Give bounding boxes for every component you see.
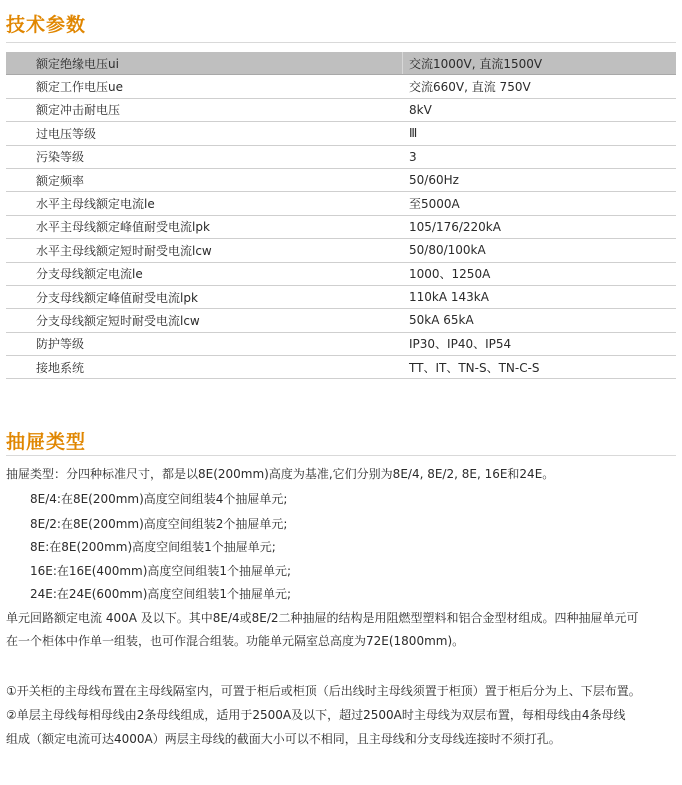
- spec-value: 1000、1250A: [403, 262, 677, 285]
- spec-param: 分支母线额定电流le: [6, 262, 403, 285]
- specs-table: [6, 52, 676, 379]
- spec-param: 分支母线额定峰值耐受电流lpk: [6, 285, 403, 308]
- spec-row: [6, 168, 676, 191]
- busbar-note: ②单层主母线每相母线由2条母线组成，适用于2500A及以下，超过2500A时主母线为双层布置，每相母线由4条母线: [6, 708, 626, 722]
- spec-row: [6, 285, 676, 308]
- drawer-item: 8E/4:在8E(200mm)高度空间组装4个抽屉单元;: [30, 492, 288, 506]
- spec-param: 污染等级: [6, 145, 403, 168]
- title-divider: [6, 42, 676, 43]
- spec-param: 分支母线额定短时耐受电流lcw: [6, 309, 403, 332]
- spec-value: 交流1000V, 直流1500V: [403, 52, 677, 75]
- spec-param: 水平主母线额定峰值耐受电流lpk: [6, 215, 403, 238]
- spec-row: [6, 145, 676, 168]
- spec-value: 3: [403, 145, 677, 168]
- drawer-section-title: 抽屉类型: [6, 431, 87, 453]
- spec-param: 额定绝缘电压ui: [6, 52, 403, 75]
- drawer-item: 24E:在24E(600mm)高度空间组装1个抽屉单元;: [30, 587, 292, 601]
- drawer-item: 8E/2:在8E(200mm)高度空间组装2个抽屉单元;: [30, 517, 288, 531]
- spec-row: [6, 239, 676, 262]
- spec-value: TT、IT、TN-S、TN-C-S: [403, 356, 677, 379]
- specs-section-title: 技术参数: [6, 14, 87, 36]
- spec-value: 至5000A: [403, 192, 677, 215]
- spec-value: 50/60Hz: [403, 168, 677, 191]
- spec-value: 50/80/100kA: [403, 239, 677, 262]
- spec-row: [6, 98, 676, 121]
- spec-value: 105/176/220kA: [403, 215, 677, 238]
- spec-row: [6, 75, 676, 98]
- spec-value: 50kA 65kA: [403, 309, 677, 332]
- drawer-intro: 抽屉类型：分四种标准尺寸，都是以8E(200mm)高度为基准,它们分别为8E/4, 8E/2, 8E, 16E和24E。: [6, 467, 555, 481]
- spec-param: 水平主母线额定电流le: [6, 192, 403, 215]
- drawer-item: 8E:在8E(200mm)高度空间组装1个抽屉单元;: [30, 540, 276, 554]
- spec-value: 交流660V, 直流 750V: [403, 75, 677, 98]
- busbar-note: ①开关柜的主母线布置在主母线隔室内，可置于柜后或柜顶（后出线时主母线须置于柜顶）置于柜后分为上、下层布置。: [6, 684, 641, 698]
- drawer-paragraph-line: 单元回路额定电流 400A 及以下。其中8E/4或8E/2二种抽屉的结构是用阻燃型塑料和铝合金型材组成。四种抽屉单元可: [6, 611, 639, 625]
- spec-row: [6, 356, 676, 379]
- title-divider: [6, 455, 676, 456]
- spec-row: [6, 262, 676, 285]
- busbar-note: 组成（额定电流可达4000A）两层主母线的截面大小可以不相同，且主母线和分支母线连接时不须打孔。: [6, 732, 561, 746]
- spec-param: 防护等级: [6, 332, 403, 355]
- spec-row: [6, 122, 676, 145]
- drawer-paragraph-line: 在一个柜体中作单一组装，也可作混合组装。功能单元隔室总高度为72E(1800mm)。: [6, 634, 465, 648]
- spec-row: [6, 192, 676, 215]
- spec-value: IP30、IP40、IP54: [403, 332, 677, 355]
- spec-value: 8kV: [403, 98, 677, 121]
- spec-row: [6, 309, 676, 332]
- spec-row: [6, 215, 676, 238]
- spec-param: 水平主母线额定短时耐受电流lcw: [6, 239, 403, 262]
- spec-param: 额定频率: [6, 168, 403, 191]
- spec-value: 110kA 143kA: [403, 285, 677, 308]
- spec-param: 接地系统: [6, 356, 403, 379]
- spec-row: [6, 332, 676, 355]
- spec-row: [6, 52, 676, 75]
- spec-param: 额定工作电压ue: [6, 75, 403, 98]
- spec-param: 额定冲击耐电压: [6, 98, 403, 121]
- spec-param: 过电压等级: [6, 122, 403, 145]
- spec-value: Ⅲ: [403, 122, 677, 145]
- drawer-item: 16E:在16E(400mm)高度空间组装1个抽屉单元;: [30, 564, 292, 578]
